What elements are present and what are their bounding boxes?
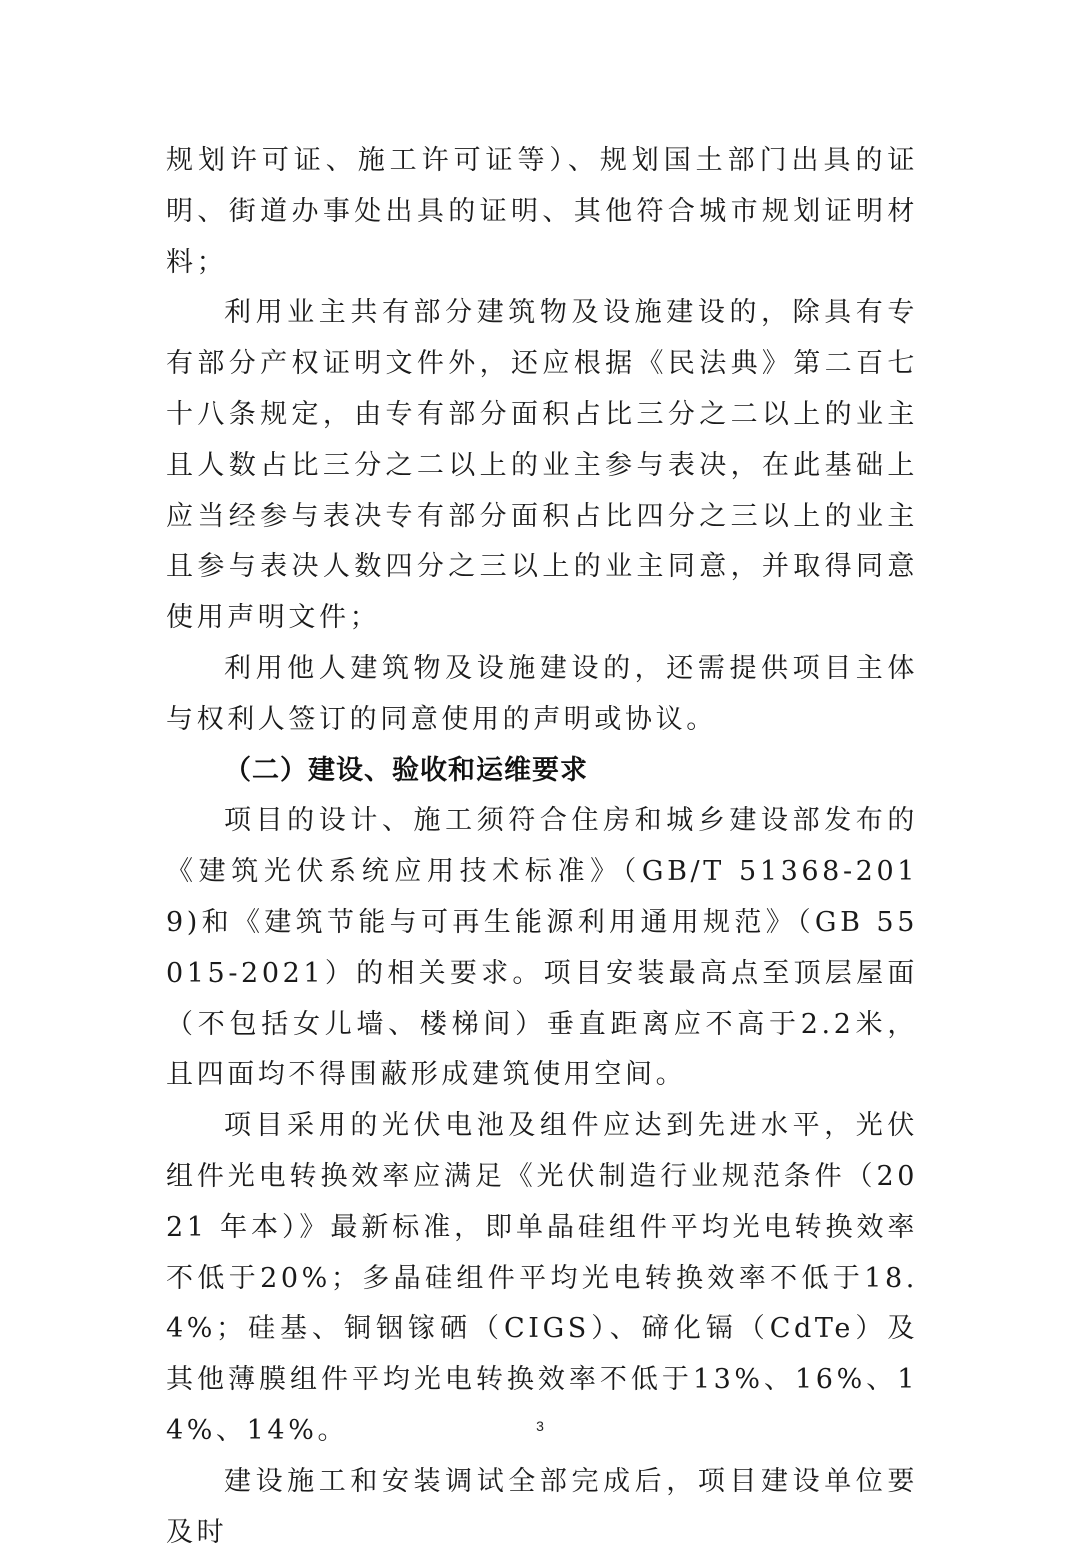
paragraph-completion: 建设施工和安装调试全部完成后，项目建设单位要及时	[166, 1465, 918, 1548]
page-number: 3	[536, 1418, 544, 1434]
paragraph-shared-property: 利用业主共有部分建筑物及设施建设的，除具有专有部分产权证明文件外，还应根据《民法典》第二百七十八条规定，由专有部分面积占比三分之二以上的业主且人数占比三分之二以上的业主参与表决，在此基础上应当经参与表决专有部分面积占比四分之三以上的业主且参与表决人数四分之三以上的业主同意，并取得同意使用声明文件；	[166, 297, 918, 634]
paragraph-planning-materials: 规划许可证、施工许可证等）、规划国土部门出具的证明、街道办事处出具的证明、其他符合城市规划证明材料；	[166, 145, 918, 278]
paragraph-design-standards: 项目的设计、施工须符合住房和城乡建设部发布的《建筑光伏系统应用技术标准》（GB/T 51368-2019)和《建筑节能与可再生能源利用通用规范》（GB 55015-2021）的相关要求。项目安装最高点至顶层屋面（不包括女儿墙、楼梯间）垂直距离应不高于2.2米，且四面均不得围蔽形成建筑使用空间。	[166, 805, 918, 1091]
document-body	[166, 136, 918, 1558]
section-heading: （二）建设、验收和运维要求	[224, 754, 588, 786]
paragraph-efficiency-requirements: 项目采用的光伏电池及组件应达到先进水平，光伏组件光电转换效率应满足《光伏制造行业规范条件（2021 年本）》最新标准，即单晶硅组件平均光电转换效率不低于20%；多晶硅组件平均光电转换效率不低于18.4%；硅基、铜铟镓硒（CIGS）、碲化镉（CdTe）及其他薄膜组件平均光电转换效率不低于13%、16%、14%、14%。	[166, 1110, 918, 1446]
paragraph-others-property: 利用他人建筑物及设施建设的，还需提供项目主体与权利人签订的同意使用的声明或协议。	[166, 652, 918, 735]
